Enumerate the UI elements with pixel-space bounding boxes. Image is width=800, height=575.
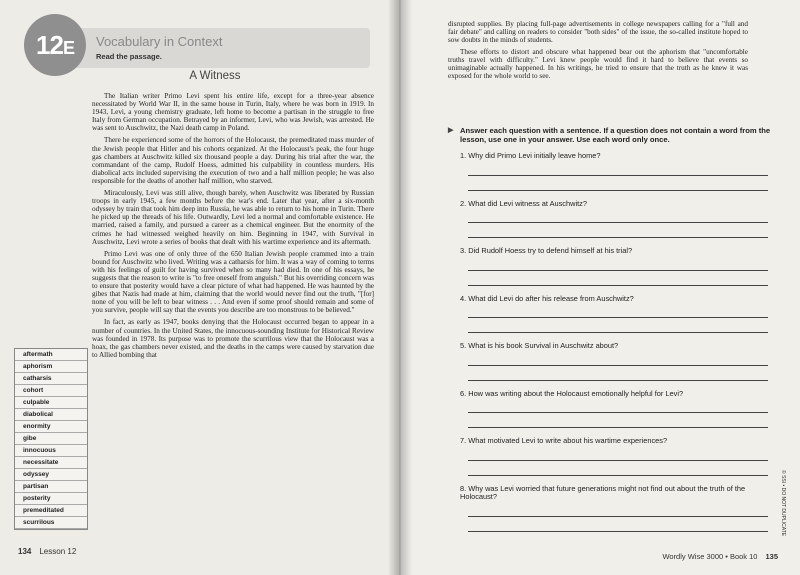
question-text: Why was Levi worried that future generations might not find out about the truth of the Holocaust?	[460, 483, 746, 501]
answer-line[interactable]	[468, 502, 768, 517]
word-list-item: premeditated	[15, 505, 87, 517]
question-item	[460, 152, 780, 191]
question-item	[460, 200, 780, 239]
passage-paragraph: In fact, as early as 1947, books denying that the Holocaust occurred began to appear in a number of countries. In the United States, the innocuous-sounding Institute for Historical Review was founded in 1978. Its purpose was to promote the scurrilous view that the Holocaust was a hoax, the gas chambers never existed, and the deaths in the camps were caused by starvation due to Allied bombing that	[92, 318, 374, 359]
passage-paragraph: Primo Levi was one of only three of the 650 Italian Jewish people crammed into a train bound for Auschwitz who lived. Writing was a catharsis for him. It was a way of coming to terms with his feelings of guilt for having survived when so many had died. In one of his essays, he suggests that the reason to write is "to free oneself from anguish." But his overriding concern was to ensure that posterity would have a clear picture of what had happened. He was haunted by the gibes that Nazis had made at him, claiming that the world would never find out the truth, "[for] none of you will be left to bear witness . . . And even if some proof should remain and some of you survive, people will say that the events you describe are too monstrous to be believed."	[92, 249, 374, 315]
lesson-badge	[24, 14, 86, 76]
question-number: 2.	[460, 198, 467, 208]
arrow-icon: ▶	[448, 127, 454, 134]
lesson-label: Lesson 12	[39, 547, 77, 556]
word-list-item: odyssey	[15, 469, 87, 481]
question-item	[460, 437, 780, 476]
answer-line[interactable]	[468, 223, 768, 238]
question-text: What did Levi do after his release from Auschwitz?	[468, 293, 634, 303]
question-item	[460, 342, 780, 381]
word-list-box	[14, 348, 88, 530]
answer-line[interactable]	[468, 271, 768, 286]
answer-line[interactable]	[468, 208, 768, 223]
lesson-number: 12	[36, 30, 63, 60]
word-list-item: partisan	[15, 481, 87, 493]
question-number: 6.	[460, 388, 467, 398]
answer-line[interactable]	[468, 351, 768, 366]
question-number: 4.	[460, 293, 467, 303]
word-list-item: posterity	[15, 493, 87, 505]
question-item	[460, 390, 780, 429]
question-number: 3.	[460, 246, 467, 255]
word-list-item: aftermath	[15, 349, 87, 361]
question-text: What motivated Levi to write about his wartime experiences?	[468, 436, 668, 445]
question-text: What did Levi witness at Auschwitz?	[468, 198, 587, 208]
answer-line[interactable]	[468, 517, 768, 532]
word-list-item: scurrilous	[15, 517, 87, 529]
exercise-instruction	[448, 126, 790, 144]
word-list-item: aphorism	[15, 361, 87, 373]
word-list-item: diabolical	[15, 409, 87, 421]
word-list-item: cohort	[15, 385, 87, 397]
passage-paragraph: These efforts to distort and obscure what happened bear out the aphorism that "uncomfortable truths travel with difficulty." Levi knew people would find it hard to believe that events so unimaginable actually happened. In his writings, he tried to ensure that the truth as he knew it was exposed for the whole world to see.	[448, 47, 748, 81]
answer-line[interactable]	[468, 461, 768, 476]
question-number: 1.	[460, 151, 467, 160]
question-text: How was writing about the Holocaust emotionally helpful for Levi?	[468, 388, 684, 398]
right-footer	[662, 552, 778, 561]
word-list-item: necessitate	[15, 457, 87, 469]
passage-paragraph: Miraculously, Levi was still alive, though barely, when Auschwitz was liberated by Russian troops in early 1945, a few months before the war's end. Later that year, after a six-month odyssey by train that took him deep into Russia, he was able to return to his home in Turin. There he picked up the threads of his life. Outwardly, Levi led a normal and comfortable existence. He married, raised a family, and pursued a career as a chemical engineer. But the enormity of the crimes he had witnessed weighed heavily on him. Beginning in 1947, with Survival in Auschwitz, Levi wrote a series of books that dealt with his wartime experience and its aftermath.	[92, 189, 374, 246]
left-page-number: 134	[18, 547, 32, 556]
copyright-notice: © SSI • DO NOT DUPLICATE	[780, 470, 786, 537]
right-page	[398, 0, 800, 575]
answer-line[interactable]	[468, 256, 768, 271]
question-item	[460, 485, 780, 532]
word-list-item: gibe	[15, 433, 87, 445]
lesson-letter: E	[62, 38, 74, 58]
passage-continued	[448, 20, 748, 83]
word-list-item: innocuous	[15, 445, 87, 457]
passage-paragraph: There he experienced some of the horrors of the Holocaust, the premeditated mass murder of the Jewish people that Hitler and his cohorts organized. At the Holocaust's peak, the four huge gas chambers at Auschwitz killed six thousand people a day. During his trial after the war, the commandant of the camp, Rudolf Hoess, admitted his culpability in countless murders. His diabolical acts included supervising the execution of two and a half million people; he was also responsible for the deaths of another half million, who starved.	[92, 136, 374, 185]
word-list-item: enormity	[15, 421, 87, 433]
answer-line[interactable]	[468, 318, 768, 333]
answer-line[interactable]	[468, 413, 768, 428]
word-list-item: catharsis	[15, 373, 87, 385]
left-page	[0, 0, 398, 575]
word-list-item: culpable	[15, 397, 87, 409]
question-list	[460, 152, 780, 532]
answer-line[interactable]	[468, 176, 768, 191]
answer-line[interactable]	[468, 366, 768, 381]
question-text: What is his book Survival in Auschwitz about?	[468, 341, 619, 350]
answer-line[interactable]	[468, 161, 768, 176]
exercise-instruction-text: Answer each question with a sentence. If a question does not contain a word from the lesson, use one in your answer. Use each word only once.	[460, 126, 771, 144]
passage-paragraph: disrupted supplies. By placing full-page advertisements in college newspapers calling for a "full and fair debate" and calling on readers to consider "both sides" of the issue, the so-called institute hoped to sow doubts in the minds of students.	[448, 20, 748, 45]
question-item	[460, 295, 780, 334]
question-text: Did Rudolf Hoess try to defend himself at his trial?	[468, 246, 633, 255]
answer-line[interactable]	[468, 398, 768, 413]
question-text: Why did Primo Levi initially leave home?	[468, 151, 601, 160]
right-page-number: 135	[765, 552, 778, 561]
left-footer	[18, 547, 76, 556]
section-title: Vocabulary in Context	[96, 34, 223, 49]
passage-title: A Witness	[189, 70, 241, 82]
passage-paragraph: The Italian writer Primo Levi spent his entire life, except for a three-year absence necessitated by World War II, in the same house in Turin, Italy, where he was born in 1919. In 1943, Levi, a young chemistry graduate, left home to become a partisan in the struggle to free Italy from German occupation. Betrayed by an informer, Levi, who was Jewish, was arrested. He was sent to Auschwitz, the Nazi death camp in Poland.	[92, 92, 374, 133]
question-number: 5.	[460, 341, 467, 350]
question-number: 7.	[460, 436, 467, 445]
question-number: 8.	[460, 483, 467, 493]
answer-line[interactable]	[468, 446, 768, 461]
question-item	[460, 247, 780, 286]
book-gutter	[388, 0, 412, 575]
read-instruction: Read the passage.	[96, 52, 162, 61]
book-label: Wordly Wise 3000 • Book 10	[662, 552, 758, 561]
answer-line[interactable]	[468, 303, 768, 318]
passage-body	[92, 92, 374, 363]
